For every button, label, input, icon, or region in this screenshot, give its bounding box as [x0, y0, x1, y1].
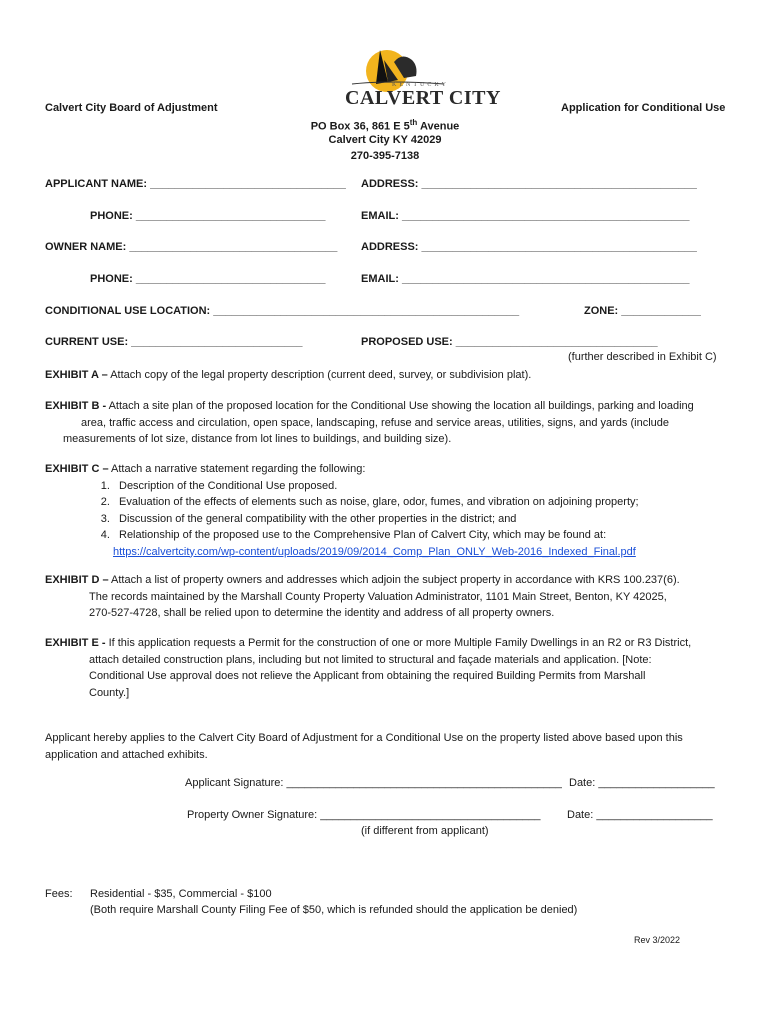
- exhibit-b-line-3: measurements of lot size, distance from lot lines to buildings, and building size).: [63, 433, 452, 445]
- owner-email-field[interactable]: EMAIL: _______________________________________________: [361, 273, 690, 285]
- proposed-use-label: PROPOSED USE:: [361, 336, 456, 348]
- address-line-2: Calvert City KY 42029: [328, 134, 442, 146]
- exhibit-e: [45, 635, 735, 701]
- fees-label: Fees:: [45, 888, 73, 900]
- comp-plan-link[interactable]: https://calvertcity.com/wp-content/uploads/2019/09/2014_Comp_Plan_ONLY_Web-2016_Indexed_Final.pdf: [113, 545, 636, 558]
- owner-email-label: EMAIL:: [361, 273, 402, 285]
- fees-line-1: Residential - $35, Commercial - $100: [90, 888, 272, 900]
- exhibit-c-text: Attach a narrative statement regarding the following:: [108, 463, 366, 475]
- owner-name-label: OWNER NAME:: [45, 241, 130, 253]
- logo-name: CALVERT CITY: [345, 87, 501, 109]
- logo-state: KENTUCKY: [392, 82, 449, 88]
- owner-address-field[interactable]: ADDRESS: _____________________________________________: [361, 241, 697, 253]
- exhibit-d: [45, 572, 735, 622]
- exhibit-b-line-1: Attach a site plan of the proposed location for the Conditional Use showing the location all buildings, parking and loading: [106, 400, 694, 412]
- proposed-use-field[interactable]: PROPOSED USE: _________________________________: [361, 336, 658, 348]
- owner-phone-field[interactable]: PHONE: _______________________________: [90, 273, 326, 285]
- fees-line-2: (Both require Marshall County Filing Fee of $50, which is refunded should the application be denied): [90, 904, 578, 916]
- owner-signature-field[interactable]: Property Owner Signature: ____________________________________: [187, 809, 541, 821]
- applicant-signature-label: Applicant Signature:: [185, 777, 287, 789]
- list-item: 2. Evaluation of the effects of elements such as noise, glare, odor, fumes, and vibration on adjoining property;: [113, 494, 735, 511]
- exhibit-c: [45, 461, 735, 560]
- owner-date-field[interactable]: Date: ___________________: [567, 809, 713, 821]
- date-label: Date:: [569, 777, 599, 789]
- applicant-email-field[interactable]: EMAIL: _______________________________________________: [361, 210, 690, 222]
- owner-signature-note: (if different from applicant): [361, 825, 489, 837]
- zone-field[interactable]: ZONE: _____________: [584, 305, 701, 317]
- address-label: ADDRESS:: [361, 178, 422, 190]
- further-described-note: (further described in Exhibit C): [568, 351, 717, 363]
- owner-signature-label: Property Owner Signature:: [187, 809, 321, 821]
- zone-label: ZONE:: [584, 305, 622, 317]
- declaration-line-1: Applicant hereby applies to the Calvert City Board of Adjustment for a Conditional Use on the property listed above based upon this: [45, 732, 683, 744]
- owner-date-label: Date:: [567, 809, 597, 821]
- address-line-1-text: PO Box 36, 861 E 5: [310, 120, 410, 133]
- exhibit-c-list: [45, 478, 735, 544]
- email-label: EMAIL:: [361, 210, 402, 222]
- exhibit-d-label: EXHIBIT D –: [45, 574, 109, 586]
- list-item: 4. Relationship of the proposed use to the Comprehensive Plan of Calvert City, which may be found at:: [113, 527, 735, 544]
- applicant-name-label: APPLICANT NAME:: [45, 178, 151, 190]
- owner-name-field[interactable]: OWNER NAME: __________________________________: [45, 241, 338, 253]
- exhibit-e-line-3: Conditional Use approval does not relieve the Applicant from obtaining the required Building Permits from Marshall: [89, 670, 646, 682]
- exhibit-d-line-1: Attach a list of property owners and addresses which adjoin the subject property in accordance with KRS 100.237(6).: [108, 574, 680, 586]
- phone-number: 270-395-7138: [350, 150, 420, 162]
- list-item: 3. Discussion of the general compatibility with the other properties in the district; and: [113, 511, 735, 528]
- declaration: [45, 730, 735, 763]
- exhibit-e-line-1: If this application requests a Permit for the construction of one or more Multiple Family Dwellings in an R2 or R3 District,: [105, 637, 692, 649]
- exhibit-e-line-2: attach detailed construction plans, including but not limited to structural and façade materials and application. [Note:: [89, 653, 652, 666]
- revision-label: Rev 3/2022: [634, 935, 681, 945]
- applicant-signature-field[interactable]: Applicant Signature: _____________________________________________: [185, 777, 562, 789]
- exhibit-b-label: EXHIBIT B -: [45, 400, 107, 412]
- location-label: CONDITIONAL USE LOCATION:: [45, 305, 214, 317]
- exhibit-b-line-2: area, traffic access and circulation, open space, landscaping, refuse and service areas, utilities, signs, and yards (include: [81, 416, 670, 429]
- current-use-field[interactable]: CURRENT USE: ____________________________: [45, 336, 303, 348]
- owner-phone-label: PHONE:: [90, 273, 136, 285]
- exhibit-a-text: Attach copy of the legal property description (current deed, survey, or subdivision plat).: [107, 369, 532, 381]
- applicant-date-field[interactable]: Date: ___________________: [569, 777, 715, 789]
- location-field[interactable]: CONDITIONAL USE LOCATION: __________________________________________________: [45, 305, 520, 317]
- exhibit-e-line-4: County.]: [89, 686, 130, 699]
- exhibit-e-label: EXHIBIT E -: [45, 637, 106, 649]
- current-use-label: CURRENT USE:: [45, 336, 132, 348]
- exhibit-d-line-3: 270-527-4728, shall be relied upon to determine the identity and address of all property owners.: [89, 607, 555, 619]
- applicant-address-field[interactable]: ADDRESS: _____________________________________________: [361, 178, 697, 190]
- list-item: 1. Description of the Conditional Use proposed.: [113, 478, 735, 495]
- board-title: Calvert City Board of Adjustment: [45, 102, 218, 114]
- exhibit-c-label: EXHIBIT C –: [45, 463, 109, 475]
- applicant-name-field[interactable]: APPLICANT NAME: ________________________________: [45, 178, 346, 190]
- declaration-line-2: application and attached exhibits.: [45, 748, 208, 761]
- applicant-phone-field[interactable]: PHONE: _______________________________: [90, 210, 326, 222]
- exhibit-a: [45, 367, 735, 384]
- exhibit-b: [45, 398, 735, 448]
- owner-address-label: ADDRESS:: [361, 241, 422, 253]
- address-line-1-suffix: Avenue: [417, 120, 460, 133]
- address-superscript: th: [409, 118, 418, 127]
- application-title: Application for Conditional Use: [561, 102, 726, 114]
- exhibit-d-line-2: The records maintained by the Marshall County Property Valuation Administrator, 1101 Main Street, Benton, KY 42025,: [89, 590, 667, 603]
- exhibit-a-label: EXHIBIT A –: [45, 369, 108, 381]
- phone-label: PHONE:: [90, 210, 136, 222]
- address-line-1: [0, 118, 770, 133]
